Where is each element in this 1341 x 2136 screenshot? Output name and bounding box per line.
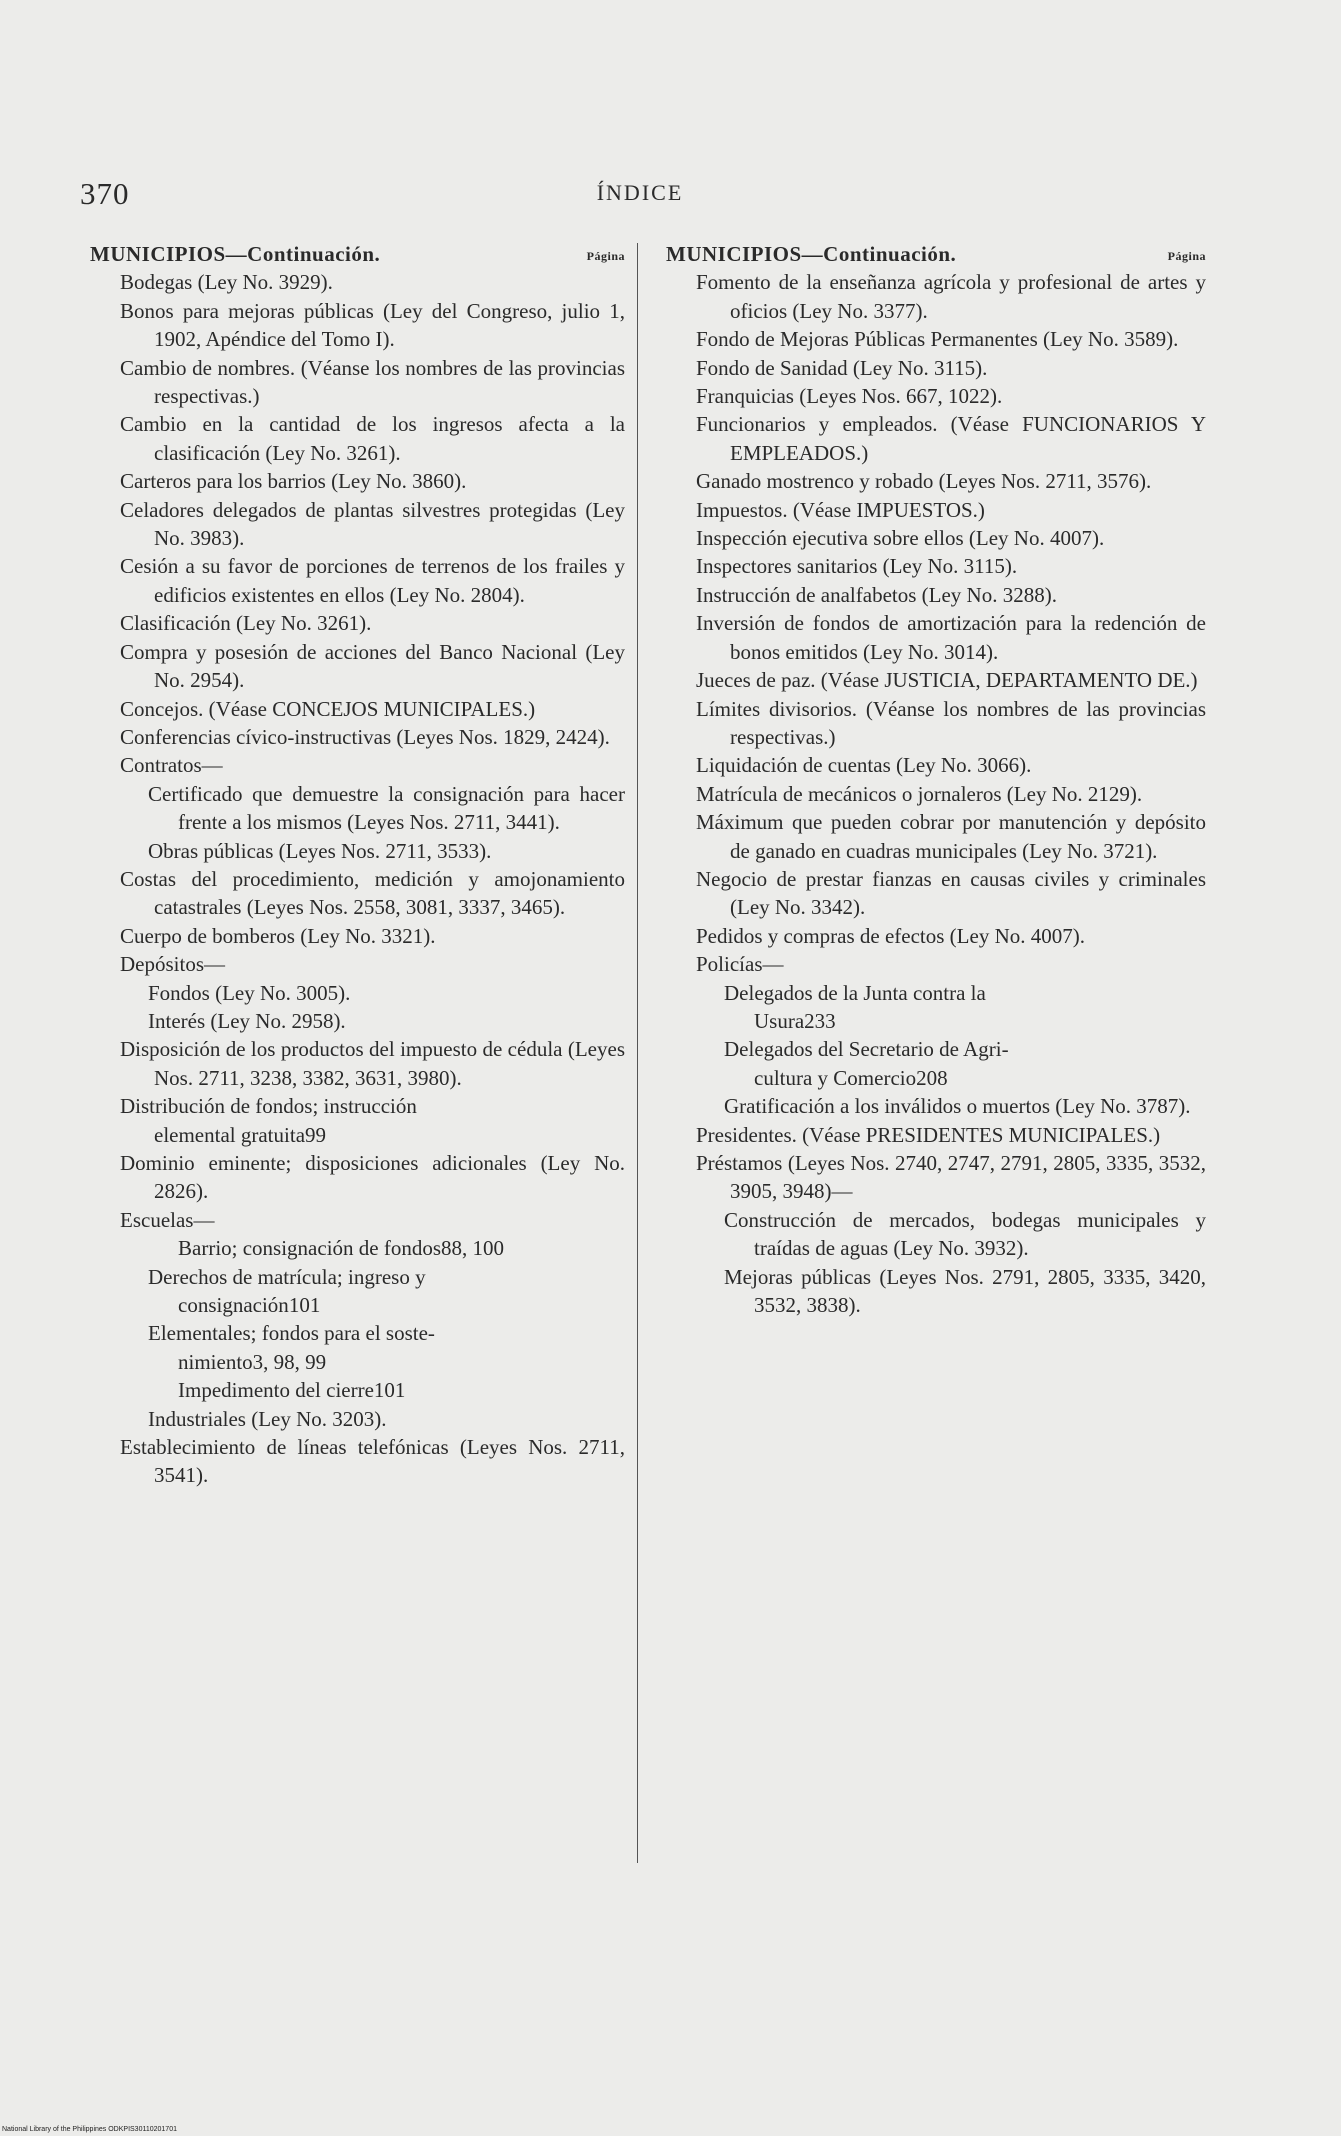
column-divider [637, 243, 638, 1863]
index-subentry: Interés (Ley No. 2958). [148, 1008, 346, 1033]
page-reference: 101 [288, 1293, 321, 1318]
left-column [90, 240, 625, 1490]
page-reference: 208 [916, 1065, 948, 1090]
entry-line: Elementales; fondos para el soste- [148, 1321, 435, 1346]
index-entry: Cambio en la cantidad de los ingresos afecta a la clasificación (Ley No. 3261). [120, 412, 625, 465]
index-entry: Negocio de prestar fianzas en causas civiles y criminales (Ley No. 3342). [696, 866, 1206, 920]
index-entry: Costas del procedimiento, medición y amojonamiento catastrales (Leyes Nos. 2558, 3081, 3337, 3465). [120, 866, 625, 920]
index-entry: Disposición de los productos del impuesto de cédula (Leyes Nos. 2711, 3238, 3382, 3631, 3980). [120, 1037, 625, 1090]
index-entry: Fondo de Mejoras Públicas Permanentes (Ley No. 3589). [696, 327, 1179, 352]
index-entry: Liquidación de cuentas (Ley No. 3066). [696, 753, 1032, 778]
index-subentry-with-page [90, 1263, 625, 1320]
index-entry: Cambio de nombres. (Véanse los nombres de las provincias respectivas.) [120, 355, 625, 409]
page-reference: 99 [305, 1122, 327, 1147]
index-entry: Carteros para los barrios (Ley No. 3860). [120, 469, 467, 494]
index-entry: Pedidos y compras de efectos (Ley No. 4007). [696, 923, 1085, 948]
index-subentry: Mejoras públicas (Leyes Nos. 2791, 2805, 3335, 3420, 3532, 3838). [724, 1264, 1206, 1318]
index-entry: Cuerpo de bomberos (Ley No. 3321). [120, 923, 436, 948]
index-entry: Inversión de fondos de amortización para la redención de bonos emitidos (Ley No. 3014). [696, 611, 1206, 664]
entry-line: cultura y Comercio [754, 1065, 917, 1090]
entry-line: nimiento [178, 1349, 253, 1374]
page-reference: 101 [373, 1378, 406, 1403]
entry-line: Usura [754, 1008, 805, 1033]
index-entry: Contratos— [120, 753, 223, 778]
entry-line: Barrio; consignación de fondos [178, 1236, 442, 1261]
index-entry: Bodegas (Ley No. 3929). [120, 270, 333, 295]
index-entry: Clasificación (Ley No. 3261). [120, 611, 372, 636]
entry-line: consignación [178, 1293, 289, 1318]
index-entry: Concejos. (Véase CONCEJOS MUNICIPALES.) [120, 696, 536, 721]
index-entry: Presidentes. (Véase PRESIDENTES MUNICIPALES.) [696, 1122, 1161, 1147]
index-entry: Conferencias cívico-instructivas (Leyes Nos. 1829, 2424). [120, 724, 610, 749]
index-subentry: Construcción de mercados, bodegas municipales y traídas de aguas (Ley No. 3932). [724, 1207, 1206, 1261]
index-entry-with-page [90, 1092, 625, 1149]
index-entry: Jueces de paz. (Véase JUSTICIA, DEPARTAMENTO DE.) [696, 668, 1198, 693]
index-subentry: Certificado que demuestre la consignación para hacer frente a los mismos (Leyes Nos. 2711, 3441). [148, 781, 625, 835]
right-column [666, 240, 1206, 1319]
entry-line: Distribución de fondos; instrucción [120, 1094, 417, 1119]
index-entry: Dominio eminente; disposiciones adicionales (Ley No. 2826). [120, 1151, 625, 1204]
pagina-label: Página [1167, 249, 1206, 263]
index-entry: Cesión a su favor de porciones de terrenos de los frailes y edificios existentes en ellos (Ley No. 2804). [120, 554, 625, 607]
index-subentry: Industriales (Ley No. 3203). [148, 1406, 387, 1431]
index-entry: Máximum que pueden cobrar por manutención y depósito de ganado en cuadras municipales (Ley No. 3721). [696, 810, 1206, 863]
page-reference: 233 [804, 1008, 836, 1033]
entry-line: Delegados del Secretario de Agri- [724, 1037, 1009, 1062]
index-subentry-with-page [666, 1035, 1206, 1092]
index-entry: Escuelas— [120, 1207, 215, 1232]
index-entry: Depósitos— [120, 952, 225, 977]
entry-line: Impedimento del cierre [178, 1378, 374, 1403]
index-entry: Celadores delegados de plantas silvestres protegidas (Ley No. 3983). [120, 497, 625, 551]
index-entry: Establecimiento de líneas telefónicas (Leyes Nos. 2711, 3541). [120, 1435, 625, 1488]
heading-text: MUNICIPIOS—Continuación. [90, 242, 381, 266]
page-number: 370 [80, 176, 130, 211]
index-entry: Policías— [696, 952, 784, 977]
index-subentry: Fondos (Ley No. 3005). [148, 980, 351, 1005]
index-entry: Impuestos. (Véase IMPUESTOS.) [696, 497, 985, 522]
page-reference: 88, 100 [441, 1236, 505, 1261]
index-entry: Bonos para mejoras públicas (Ley del Congreso, julio 1, 1902, Apéndice del Tomo I). [120, 298, 625, 352]
entry-line: Derechos de matrícula; ingreso y [148, 1264, 426, 1289]
index-entry: Límites divisorios. (Véanse los nombres de las provincias respectivas.) [696, 696, 1206, 749]
index-subentry-with-page [90, 1376, 625, 1404]
index-entry: Compra y posesión de acciones del Banco Nacional (Ley No. 2954). [120, 639, 625, 693]
index-subentry-with-page [666, 979, 1206, 1036]
pagina-label: Página [586, 249, 625, 263]
index-entry: Funcionarios y empleados. (Véase FUNCIONARIOS Y EMPLEADOS.) [696, 412, 1206, 465]
index-entry: Fondo de Sanidad (Ley No. 3115). [696, 355, 988, 380]
index-subentry-with-page [90, 1234, 625, 1262]
index-entry: Inspección ejecutiva sobre ellos (Ley No. 4007). [696, 526, 1105, 551]
entry-line: Delegados de la Junta contra la [724, 980, 986, 1005]
entry-line: elemental gratuita [154, 1122, 306, 1147]
column-heading [666, 240, 1206, 268]
running-head: ÍNDICE [596, 180, 684, 205]
index-entry: Instrucción de analfabetos (Ley No. 3288). [696, 582, 1057, 607]
index-entry: Franquicias (Leyes Nos. 667, 1022). [696, 384, 1003, 409]
index-entry: Fomento de la enseñanza agrícola y profesional de artes y oficios (Ley No. 3377). [696, 270, 1206, 323]
index-entry: Préstamos (Leyes Nos. 2740, 2747, 2791, 2805, 3335, 3532, 3905, 3948)— [696, 1151, 1206, 1204]
index-entry: Matrícula de mecánicos o jornaleros (Ley No. 2129). [696, 781, 1143, 806]
index-entry: Ganado mostrenco y robado (Leyes Nos. 2711, 3576). [696, 469, 1152, 494]
index-subentry: Gratificación a los inválidos o muertos (Ley No. 3787). [724, 1094, 1191, 1119]
heading-text: MUNICIPIOS—Continuación. [666, 242, 957, 266]
index-subentry: Obras públicas (Leyes Nos. 2711, 3533). [148, 838, 492, 863]
index-subentry-with-page [90, 1319, 625, 1376]
page-reference: 3, 98, 99 [252, 1349, 327, 1374]
column-heading [90, 240, 625, 268]
scan-footer: National Library of the Philippines ODKPIS30110201701 [2, 2126, 177, 2133]
index-entry: Inspectores sanitarios (Ley No. 3115). [696, 554, 1018, 579]
